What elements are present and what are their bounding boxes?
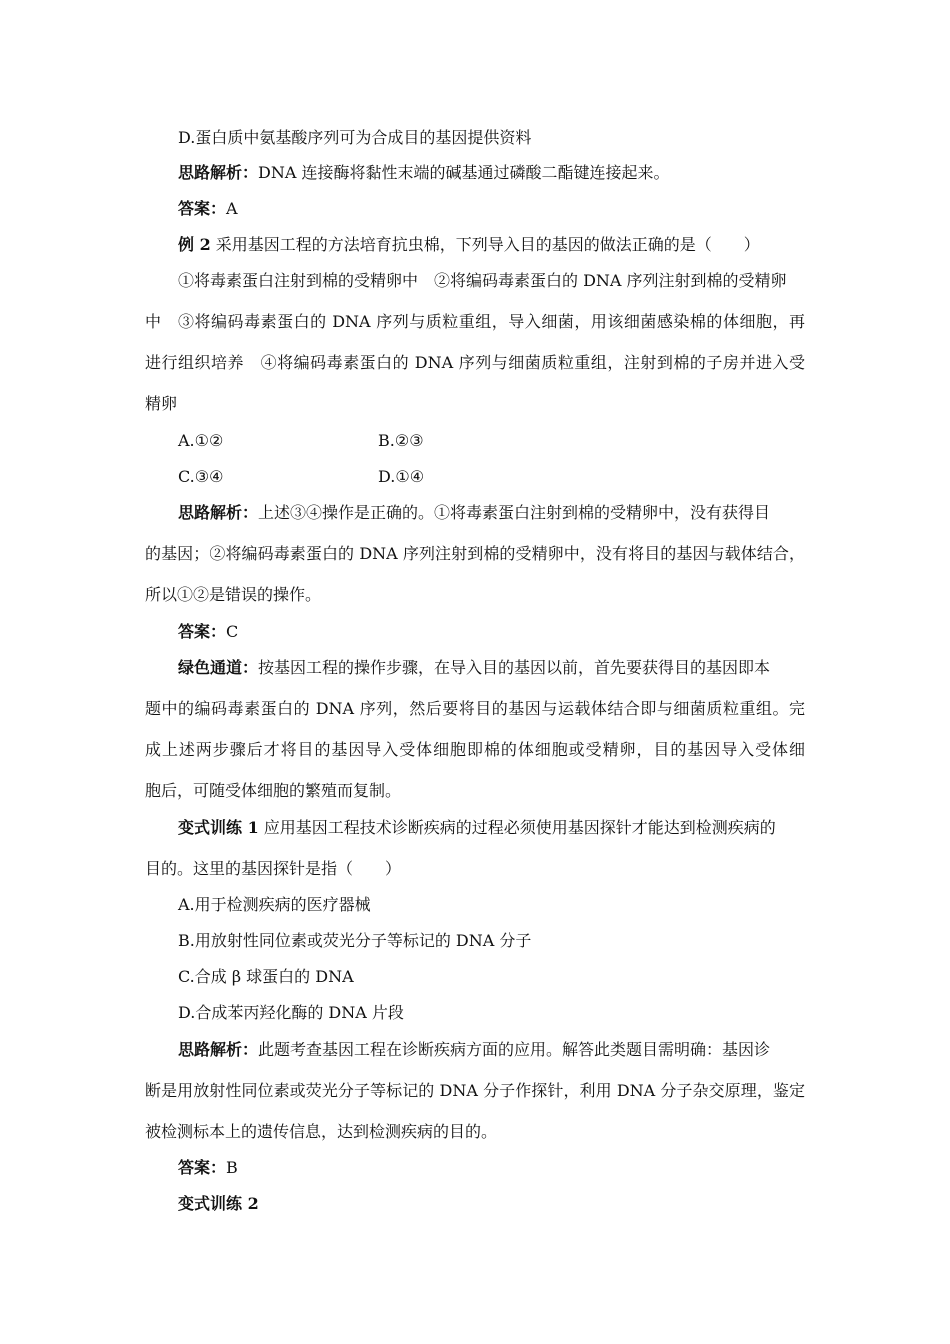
ex1-option-d: D.蛋白质中氨基酸序列可为合成目的基因提供资料 [178, 128, 532, 147]
analysis-label: 思路解析： [178, 503, 259, 522]
ex2-option-d: D.①④ [378, 467, 425, 486]
var1-analysis-line-2: 断是用放射性同位素或荧光分子等标记的 DNA 分子作探针，利用 DNA 分子杂交原理，鉴定 [145, 1081, 805, 1100]
analysis-text: 此题考查基因工程在诊断疾病方面的应用。解答此类题目需明确：基因诊 [258, 1040, 771, 1059]
green-channel-line-1 [178, 657, 770, 679]
answer-label: 答案： [178, 199, 227, 218]
ex2-analysis-line-3: 所以①②是错误的操作。 [145, 585, 322, 604]
var1-analysis-line-3: 被检测标本上的遗传信息，达到检测疾病的目的。 [145, 1122, 498, 1141]
ex2-items-line-2: 中 ③将编码毒素蛋白的 DNA 序列与质粒重组，导入细菌，用该细菌感染棉的体细胞，再 [145, 312, 805, 331]
ex2-question-stem [178, 234, 760, 256]
ex2-items-line-3: 进行组织培养 ④将编码毒素蛋白的 DNA 序列与细菌质粒重组，注射到棉的子房并进入受 [145, 353, 805, 372]
var1-analysis-line-1 [178, 1039, 770, 1061]
var1-answer [178, 1157, 238, 1179]
analysis-text: DNA 连接酶将黏性末端的碱基通过磷酸二酯键连接起来。 [258, 163, 670, 182]
ex2-option-a: A.①② [178, 431, 224, 450]
answer-label: 答案： [178, 1158, 227, 1177]
var1-option-a: A.用于检测疾病的医疗器械 [178, 895, 371, 914]
ex1-answer [178, 198, 238, 220]
analysis-text: 上述③④操作是正确的。①将毒素蛋白注射到棉的受精卵中，没有获得目 [258, 503, 771, 522]
ex2-option-c: C.③④ [178, 467, 224, 486]
green-channel-text: 按基因工程的操作步骤，在导入目的基因以前，首先要获得目的基因即本 [258, 658, 771, 677]
ex2-analysis-line-2: 的基因；②将编码毒素蛋白的 DNA 序列注射到棉的受精卵中，没有将目的基因与载体结合， [145, 544, 805, 563]
var1-option-d: D.合成苯丙羟化酶的 DNA 片段 [178, 1003, 404, 1022]
green-channel-line-2: 题中的编码毒素蛋白的 DNA 序列，然后要将目的基因与运载体结合即与细菌质粒重组。完 [145, 699, 805, 718]
ex2-answer [178, 621, 238, 643]
green-channel-line-3: 成上述两步骤后才将目的基因导入受体细胞即棉的体细胞或受精卵，目的基因导入受体细 [145, 740, 805, 759]
answer-value: C [226, 622, 239, 641]
variant-label: 变式训练 1 [178, 818, 259, 837]
ex2-items-line-1: ①将毒素蛋白注射到棉的受精卵中 ②将编码毒素蛋白的 DNA 序列注射到棉的受精卵 [178, 271, 787, 290]
ex1-analysis [178, 162, 670, 184]
var2-label: 变式训练 2 [178, 1194, 259, 1213]
stem-text: 采用基因工程的方法培育抗虫棉，下列导入目的基因的做法正确的是（ ） [210, 235, 760, 254]
var1-option-c: C.合成 β 球蛋白的 DNA [178, 967, 354, 986]
analysis-label: 思路解析： [178, 1040, 259, 1059]
example-label: 例 2 [178, 235, 211, 254]
var1-question-stem [178, 817, 776, 839]
green-channel-line-4: 胞后，可随受体细胞的繁殖而复制。 [145, 781, 402, 800]
answer-label: 答案： [178, 622, 227, 641]
analysis-label: 思路解析： [178, 163, 259, 182]
answer-value: A [226, 199, 238, 218]
var1-option-b: B.用放射性同位素或荧光分子等标记的 DNA 分子 [178, 931, 532, 950]
green-channel-label: 绿色通道： [178, 658, 259, 677]
ex2-option-b: B.②③ [378, 431, 424, 450]
var1-stem-line-2: 目的。这里的基因探针是指（ ） [145, 859, 402, 878]
answer-value: B [226, 1158, 238, 1177]
stem-text: 应用基因工程技术诊断疾病的过程必须使用基因探针才能达到检测疾病的 [258, 818, 776, 837]
ex2-analysis-line-1 [178, 502, 770, 524]
ex2-items-line-4: 精卵 [145, 394, 178, 413]
